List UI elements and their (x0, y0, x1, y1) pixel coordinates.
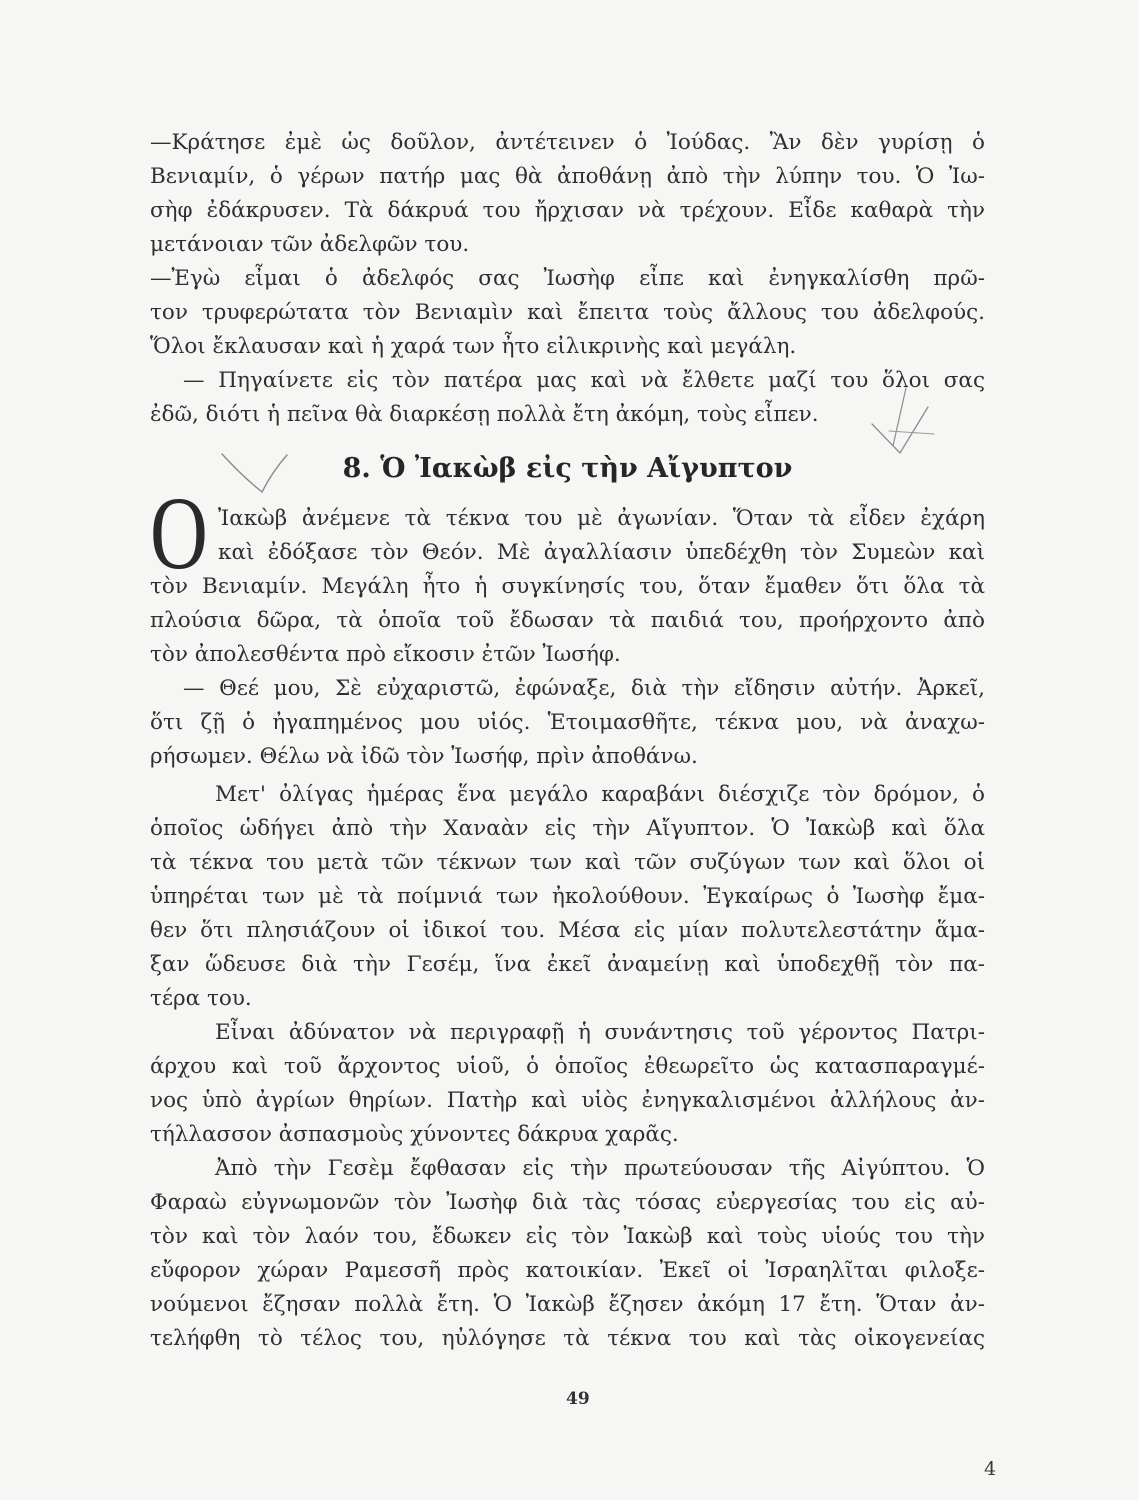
drop-cap: Ο (150, 476, 208, 591)
text-line: — Πηγαίνετε εἰς τὸν πατέρα μας καὶ νὰ ἔλθετε μαζί του ὅλοι σας (183, 368, 985, 393)
text-line: τήλλασσον ἀσπασμοὺς χύνοντες δάκρυα χαρᾶς. (150, 1122, 679, 1147)
text-line: Φαραὼ εὐγνωμονῶν τὸν Ἰωσὴφ διὰ τὰς τόσας εὐεργεσίας του εἰς αὐ- (150, 1190, 985, 1215)
text-line: καὶ ἐδόξασε τὸν Θεόν. Μὲ ἀγαλλίασιν ὑπεδέχθη τὸν Συμεὼν καὶ (218, 540, 985, 565)
text-line: άρχου καὶ τοῦ ἄρχοντος υἱοῦ, ὁ ὁποῖος ἐθεωρεῖτο ὡς κατασπαραγμέ- (150, 1054, 985, 1079)
text-line: τελήφθη τὸ τέλος του, ηὐλόγησε τὰ τέκνα του καὶ τὰς οἰκογενείας (150, 1326, 985, 1351)
text-line: Ἀπὸ τὴν Γεσὲμ ἔφθασαν εἰς τὴν πρωτεύουσαν τῆς Αἰγύπτου. Ὁ (215, 1156, 985, 1181)
page-number: 49 (566, 1389, 590, 1409)
text-line: τὰ τέκνα του μετὰ τῶν τέκνων των καὶ τῶν συζύγων των καὶ ὅλοι οἱ (150, 850, 985, 875)
text-line: τὸν ἀπολεσθέντα πρὸ εἴκοσιν ἐτῶν Ἰωσήφ. (150, 642, 621, 667)
text-line: ὑπηρέται των μὲ τὰ ποίμνιά των ἠκολούθουν. Ἐγκαίρως ὁ Ἰωσὴφ ἔμα- (150, 884, 985, 909)
text-line: ὅτι ζῇ ὁ ἠγαπημένος μου υἱός. Ἑτοιμασθῆτε, τέκνα μου, νὰ ἀναχω- (150, 710, 985, 735)
text-line: τον τρυφερώτατα τὸν Βενιαμὶν καὶ ἔπειτα τοὺς ἄλλους του ἀδελφούς. (150, 300, 985, 325)
text-line: Βενιαμίν, ὁ γέρων πατήρ μας θὰ ἀποθάνῃ ἀπὸ τὴν λύπην του. Ὁ Ἰω- (150, 164, 985, 189)
section-heading: 8. Ὁ Ἰακὼβ εἰς τὴν Αἴγυπτον (342, 453, 793, 484)
paragraph (150, 672, 985, 774)
text-line: ξαν ὥδευσε διὰ τὴν Γεσέμ, ἵνα ἐκεῖ ἀναμείνῃ καὶ ὑποδεχθῇ τὸν πα- (150, 952, 985, 977)
text-block (150, 126, 985, 1356)
text-line: ἐδῶ, διότι ἡ πεῖνα θὰ διαρκέσῃ πολλὰ ἔτη ἀκόμη, τοὺς εἶπεν. (150, 402, 819, 427)
text-line: τὸν καὶ τὸν λαόν του, ἔδωκεν εἰς τὸν Ἰακὼβ καὶ τοὺς υἱούς του τὴν (150, 1224, 985, 1249)
text-line: θεν ὅτι πλησιάζουν οἱ ἰδικοί του. Μέσα εἰς μίαν πολυτελεστάτην ἅμα- (150, 918, 985, 943)
paragraph (150, 1016, 985, 1152)
text-line: Μετ' ὀλίγας ἡμέρας ἕνα μεγάλο καραβάνι διέσχιζε τὸν δρόμον, ὁ (215, 782, 985, 807)
paragraph (150, 364, 985, 432)
paragraph (150, 1152, 985, 1356)
text-line: πλούσια δῶρα, τὰ ὁποῖα τοῦ ἔδωσαν τὰ παιδιά του, προήρχοντο ἀπὸ (150, 608, 985, 633)
signature-number: 4 (984, 1458, 997, 1480)
text-line: εὔφορον χώραν Ραμεσσῆ πρὸς κατοικίαν. Ἐκεῖ οἱ Ἰσραηλῖται φιλοξε- (150, 1258, 985, 1283)
text-line: Ἰακὼβ ἀνέμενε τὰ τέκνα του μὲ ἀγωνίαν. Ὅταν τὰ εἶδεν ἐχάρη (218, 506, 985, 531)
text-line: —Κράτησε ἐμὲ ὡς δοῦλον, ἀντέτεινεν ὁ Ἰούδας. Ἂν δὲν γυρίσῃ ὁ (150, 130, 985, 155)
text-line: μετάνοιαν τῶν ἀδελφῶν του. (150, 232, 470, 257)
text-line: ρήσωμεν. Θέλω νὰ ἰδῶ τὸν Ἰωσήφ, πρὶν ἀποθάνω. (150, 744, 698, 769)
text-line: ὁποῖος ὡδήγει ἀπὸ τὴν Χαναὰν εἰς τὴν Αἴγυπτον. Ὁ Ἰακὼβ καὶ ὅλα (150, 816, 985, 841)
text-line: νούμενοι ἔζησαν πολλὰ ἔτη. Ὁ Ἰακὼβ ἔζησεν ἀκόμη 17 ἔτη. Ὅταν ἀν- (150, 1292, 985, 1317)
paragraph (150, 126, 985, 262)
paragraph (150, 778, 985, 1016)
text-line: — Θεέ μου, Σὲ εὐχαριστῶ, ἐφώναξε, διὰ τὴν εἴδησιν αὐτήν. Ἀρκεῖ, (183, 676, 985, 701)
text-line: σὴφ ἐδάκρυσεν. Τὰ δάκρυά του ἤρχισαν νὰ τρέχουν. Εἶδε καθαρὰ τὴν (150, 198, 985, 223)
paragraph (150, 262, 985, 364)
text-line: τὸν Βενιαμίν. Μεγάλη ἦτο ἡ συγκίνησίς του, ὅταν ἔμαθεν ὅτι ὅλα τὰ (150, 574, 985, 599)
text-line: Εἶναι ἀδύνατον νὰ περιγραφῇ ἡ συνάντησις τοῦ γέροντος Πατρι- (215, 1020, 985, 1045)
text-line: νος ὑπὸ ἀγρίων θηρίων. Πατὴρ καὶ υἱὸς ἐνηγκαλισμένοι ἀλλήλους ἀν- (150, 1088, 985, 1113)
text-line: —Ἐγὼ εἶμαι ὁ ἀδελφός σας Ἰωσὴφ εἶπε καὶ ἐνηγκαλίσθη πρῶ- (150, 266, 985, 291)
text-line: τέρα του. (150, 986, 252, 1011)
paragraph-with-drop-cap (150, 476, 985, 672)
text-line: Ὅλοι ἔκλαυσαν καὶ ἡ χαρά των ἦτο εἰλικρινὴς καὶ μεγάλη. (150, 334, 797, 359)
